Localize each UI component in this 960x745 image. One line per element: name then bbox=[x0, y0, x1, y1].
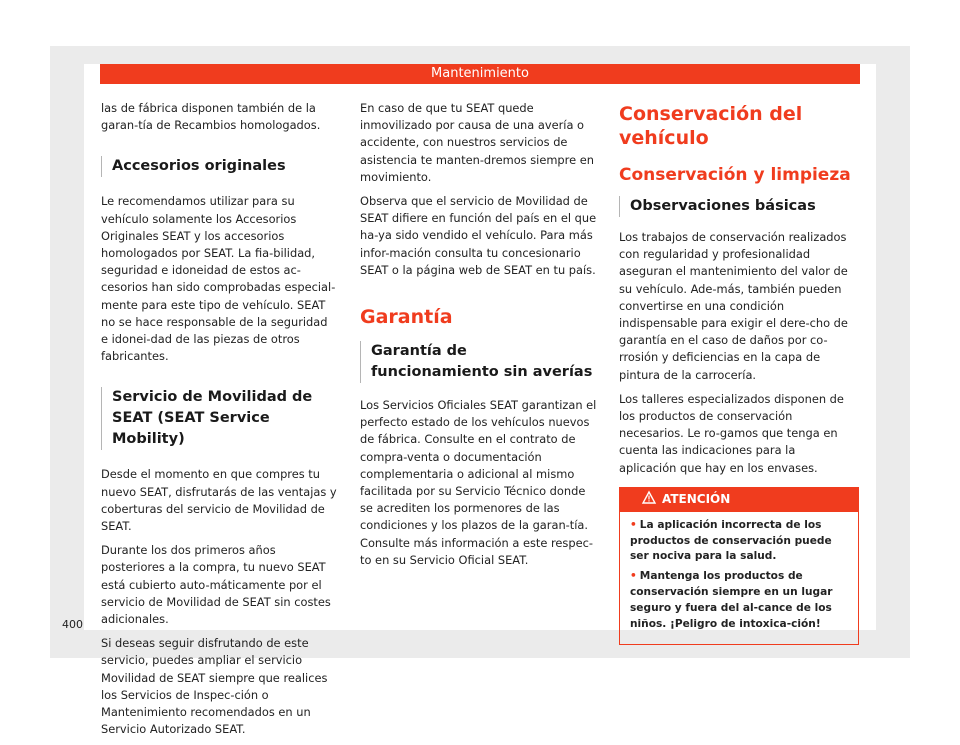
warning-header bbox=[620, 488, 858, 512]
heading-accesorios: Accesorios originales bbox=[101, 156, 338, 177]
section-header: Mantenimiento bbox=[100, 64, 860, 84]
intro-paragraph: las de fábrica disponen también de la garan-tía de Recambios homologados. bbox=[101, 101, 321, 133]
heading-servicio-movilidad: Servicio de Movilidad de SEAT (SEAT Service Mobility) bbox=[101, 387, 338, 450]
column-left bbox=[101, 100, 338, 745]
bullet-icon: • bbox=[630, 518, 637, 531]
page-number: 400 bbox=[62, 618, 83, 631]
column-middle bbox=[360, 100, 597, 576]
warning-body bbox=[620, 512, 858, 645]
conservacion-paragraph-1: Los trabajos de conservación realizados con regularidad y profesionalidad aseguran el mantenimiento del valor de su vehículo. Ade-más, también pueden convertirse en una condición indispensable para exigir el dere-cho de garantía en el caso de daños por co-rrosión y deficiencias en la capa de pintura de la carrocería. bbox=[619, 230, 848, 382]
garantia-paragraph: Los Servicios Oficiales SEAT garantizan el perfecto estado de los vehículos nuevos de fábrica. Consulte en el contrato de compra-venta o documentación complementaria o adicional al mismo facilitada por su Servicio Técnico donde se acrediten los pormenores de las condiciones y los plazos de la garan-tía. Consulte más información a este respec-to en su Servicio Oficial SEAT. bbox=[360, 398, 597, 567]
servicio-paragraph-3: Si deseas seguir disfrutando de este servicio, puedes ampliar el servicio Movilidad de SEAT siempre que realices los Servicios de Inspec-ción o Mantenimiento recomendados en un Servicio Autorizado SEAT. bbox=[101, 636, 328, 737]
accesorios-paragraph: Le recomendamos utilizar para su vehículo solamente los Accesorios Originales SEAT y los accesorios homologados por SEAT. La fia-bilidad, seguridad e idoneidad de estos ac-cesorios han sido comprobadas especial-mente para este tipo de vehículo. SEAT no se hace responsable de la seguridad e idonei-dad de las piezas de otros fabricantes. bbox=[101, 194, 336, 364]
movilidad-paragraph-2: Observa que el servicio de Movilidad de SEAT difiere en función del país en el que ha-ya sido vendido el vehículo. Para más infor-mación consulta tu concesionario SEAT o la página web de SEAT en tu país. bbox=[360, 194, 597, 277]
movilidad-paragraph-1: En caso de que tu SEAT quede inmovilizado por causa de una avería o accidente, con nuestros servicios de asistencia te manten-dremos siempre en movimiento. bbox=[360, 101, 594, 184]
warning-item: • La aplicación incorrecta de los productos de conservación puede ser nociva para la salud. bbox=[630, 518, 832, 563]
servicio-paragraph-2: Durante los dos primeros años posteriores a la compra, tu nuevo SEAT está cubierto auto-máticamente por el servicio de Movilidad de SEAT sin costes adicionales. bbox=[101, 543, 331, 627]
servicio-paragraph-1: Desde el momento en que compres tu nuevo SEAT, disfrutarás de las ventajas y coberturas del servicio de Movilidad de SEAT. bbox=[101, 467, 337, 534]
heading-garantia: Garantía bbox=[360, 306, 453, 329]
warning-box bbox=[619, 487, 859, 646]
warning-item: • Mantenga los productos de conservación siempre en un lugar seguro y fuera del al-cance de los niños. ¡Peligro de intoxica-ción! bbox=[630, 570, 833, 630]
conservacion-paragraph-2: Los talleres especializados disponen de los productos de conservación necesarios. Le ro-gamos que tenga en cuenta las indicaciones para la aplicación que hay en los envases. bbox=[619, 391, 844, 475]
heading-conservacion-vehiculo: Conservación del vehículo bbox=[619, 103, 803, 149]
heading-conservacion-limpieza: Conservación y limpieza bbox=[619, 165, 851, 185]
heading-garantia-funcionamiento: Garantía de funcionamiento sin averías bbox=[360, 341, 597, 383]
column-right bbox=[619, 100, 856, 645]
heading-observaciones: Observaciones básicas bbox=[619, 196, 856, 217]
warning-triangle-icon bbox=[642, 491, 656, 509]
warning-title: ATENCIÓN bbox=[662, 492, 731, 507]
bullet-icon: • bbox=[630, 570, 637, 583]
